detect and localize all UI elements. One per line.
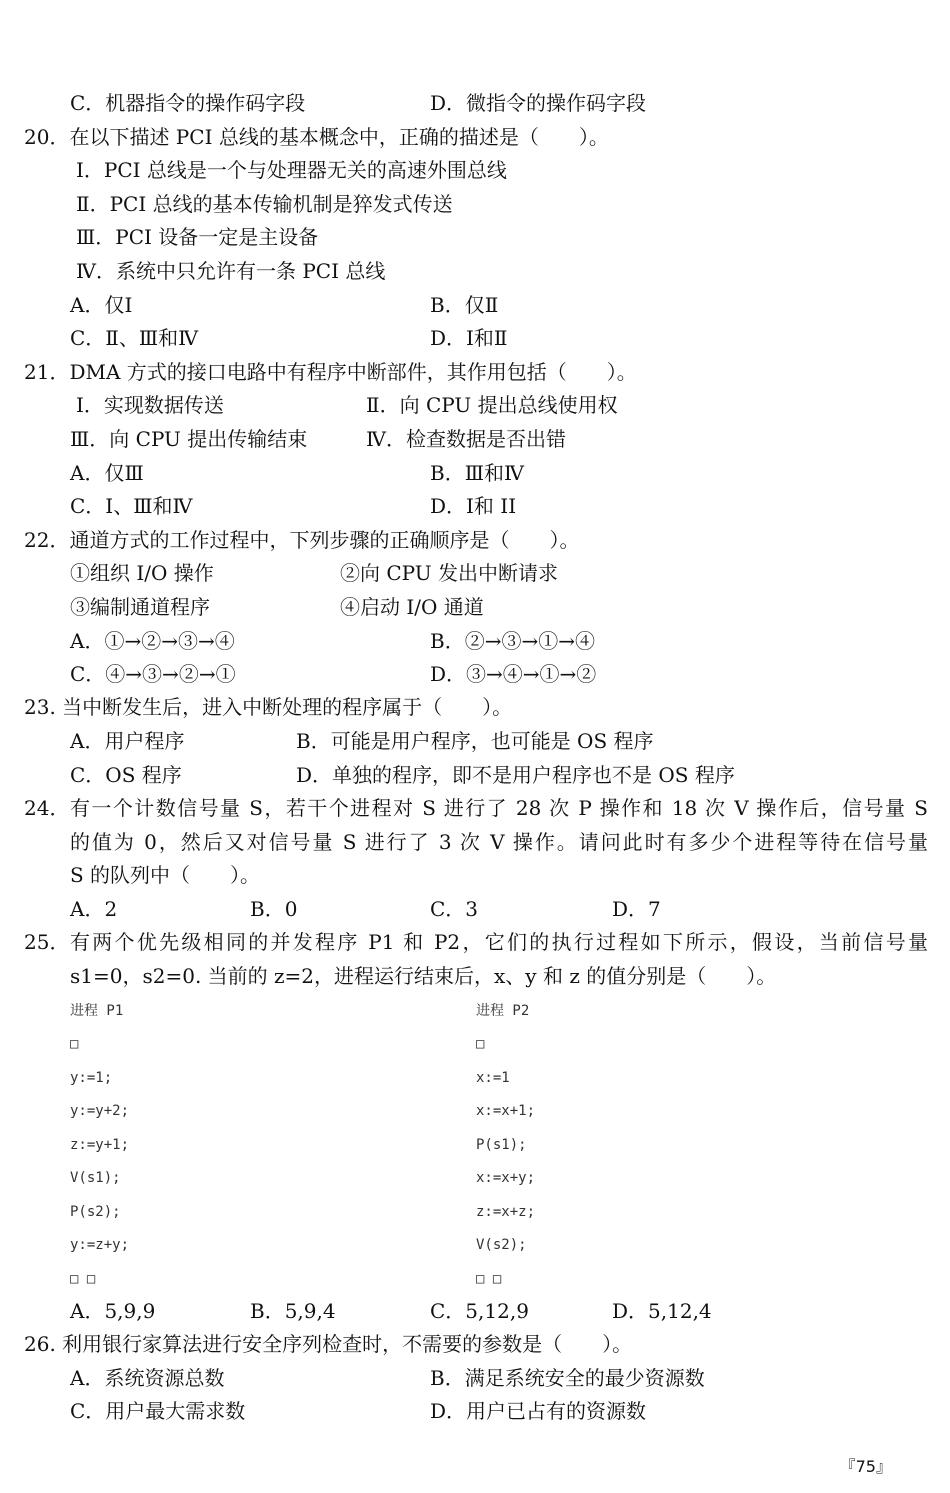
q24-option-c: C．3 — [430, 897, 479, 921]
p1-code-line: y:=y+2; — [70, 1103, 130, 1119]
q21-option-c: C．Ⅰ、Ⅲ和Ⅳ — [70, 494, 193, 518]
q25-number: 25． — [24, 930, 70, 954]
q22-option-a: A．①→②→③→④ — [70, 629, 235, 653]
q20-stem: 20．在以下描述 PCI 总线的基本概念中，正确的描述是（ ）。 — [24, 125, 609, 149]
q22-step-4: ④启动 I/O 通道 — [340, 595, 484, 619]
q24-option-b: B．0 — [250, 897, 298, 921]
p1-code-line: P(s2); — [70, 1204, 121, 1220]
q20-option-d: D．Ⅰ和Ⅱ — [430, 326, 508, 350]
p2-code-line: P(s1); — [476, 1137, 527, 1153]
q25-option-b: B．5,9,4 — [250, 1299, 336, 1323]
q25-stem-line-1: 有两个优先级相同的并发程序 P1 和 P2，它们的执行过程如下所示，假设，当前信号量 — [70, 930, 928, 954]
q21-option-b: B．Ⅲ和Ⅳ — [430, 461, 524, 485]
q21-statement-4: Ⅳ．检查数据是否出错 — [366, 427, 566, 451]
q20-statement-4: Ⅳ．系统中只允许有一条 PCI 总线 — [76, 259, 386, 283]
q25-option-a: A．5,9,9 — [70, 1299, 156, 1323]
p1-code-line: 进程 P1 — [70, 1003, 124, 1019]
q23-option-a: A．用户程序 — [70, 729, 185, 753]
q22-option-b: B．②→③→①→④ — [430, 629, 595, 653]
q21-statement-2: Ⅱ．向 CPU 提出总线使用权 — [366, 393, 618, 417]
q21-statement-1: Ⅰ．实现数据传送 — [76, 393, 224, 417]
q19-option-d: D．微指令的操作码字段 — [430, 91, 647, 115]
q21-option-d: D．Ⅰ和 II — [430, 494, 517, 518]
q25-option-d: D．5,12,4 — [612, 1299, 712, 1323]
p2-code-line: x:=1 — [476, 1070, 510, 1086]
q23-stem: 23. 当中断发生后，进入中断处理的程序属于（ ）。 — [24, 695, 513, 719]
p1-code-line: z:=y+1; — [70, 1137, 130, 1153]
q25-stem-line-2: s1=0，s2=0. 当前的 z=2，进程运行结束后，x、y 和 z 的值分别是（ ）。 — [70, 964, 777, 988]
p1-code-line: □ □ — [70, 1271, 96, 1287]
q21-option-a: A．仅Ⅲ — [70, 461, 144, 485]
q22-stem: 22．通道方式的工作过程中，下列步骤的正确顺序是（ ）。 — [24, 528, 580, 552]
q21-statement-3: Ⅲ．向 CPU 提出传输结束 — [70, 427, 308, 451]
q20-statement-1: Ⅰ．PCI 总线是一个与处理器无关的高速外围总线 — [76, 158, 507, 182]
p1-code-line: y:=1; — [70, 1070, 113, 1086]
q19-option-c: C．机器指令的操作码字段 — [70, 91, 306, 115]
page-number: 『75』 — [839, 1457, 892, 1476]
q24-number: 24． — [24, 796, 70, 820]
q20-option-a: A．仅Ⅰ — [70, 293, 133, 317]
q26-option-b: B．满足系统安全的最少资源数 — [430, 1366, 705, 1390]
q24-option-d: D．7 — [612, 897, 661, 921]
p2-code-line: 进程 P2 — [476, 1003, 530, 1019]
q22-option-c: C．④→③→②→① — [70, 662, 236, 686]
q20-option-c: C．Ⅱ、Ⅲ和Ⅳ — [70, 326, 199, 350]
q20-statement-3: Ⅲ．PCI 设备一定是主设备 — [76, 225, 319, 249]
q21-stem: 21．DMA 方式的接口电路中有程序中断部件，其作用包括（ ）。 — [24, 360, 637, 384]
q23-option-c: C．OS 程序 — [70, 763, 182, 787]
q26-option-d: D．用户已占有的资源数 — [430, 1399, 647, 1423]
p2-code-line: x:=x+y; — [476, 1170, 536, 1186]
p2-code-line: □ — [476, 1036, 485, 1052]
q24-stem-line-1: 有一个计数信号量 S，若干个进程对 S 进行了 28 次 P 操作和 18 次 V 操作后，信号量 S — [70, 796, 928, 820]
q22-step-2: ②向 CPU 发出中断请求 — [340, 561, 558, 585]
p1-code-line: V(s1); — [70, 1170, 121, 1186]
p2-code-line: □ □ — [476, 1271, 502, 1287]
q26-stem: 26. 利用银行家算法进行安全序列检查时，不需要的参数是（ ）。 — [24, 1332, 633, 1356]
q20-statement-2: Ⅱ．PCI 总线的基本传输机制是猝发式传送 — [76, 192, 453, 216]
q20-option-b: B．仅Ⅱ — [430, 293, 499, 317]
q26-option-c: C．用户最大需求数 — [70, 1399, 246, 1423]
p2-code-line: V(s2); — [476, 1237, 527, 1253]
q26-option-a: A．系统资源总数 — [70, 1366, 225, 1390]
p1-code-line: □ — [70, 1036, 79, 1052]
q24-stem-line-3: S 的队列中（ ）。 — [70, 863, 261, 887]
q24-option-a: A．2 — [70, 897, 118, 921]
q23-option-d: D．单独的程序，即不是用户程序也不是 OS 程序 — [296, 763, 735, 787]
p1-code-line: y:=z+y; — [70, 1237, 130, 1253]
q25-option-c: C．5,12,9 — [430, 1299, 529, 1323]
q24-stem-line-2: 的值为 0，然后又对信号量 S 进行了 3 次 V 操作。请问此时有多少个进程等待在信号量 — [70, 830, 928, 854]
q22-step-3: ③编制通道程序 — [70, 595, 210, 619]
p2-code-line: z:=x+z; — [476, 1204, 536, 1220]
q23-option-b: B．可能是用户程序，也可能是 OS 程序 — [296, 729, 654, 753]
q22-option-d: D．③→④→①→② — [430, 662, 597, 686]
q22-step-1: ①组织 I/O 操作 — [70, 561, 214, 585]
p2-code-line: x:=x+1; — [476, 1103, 536, 1119]
